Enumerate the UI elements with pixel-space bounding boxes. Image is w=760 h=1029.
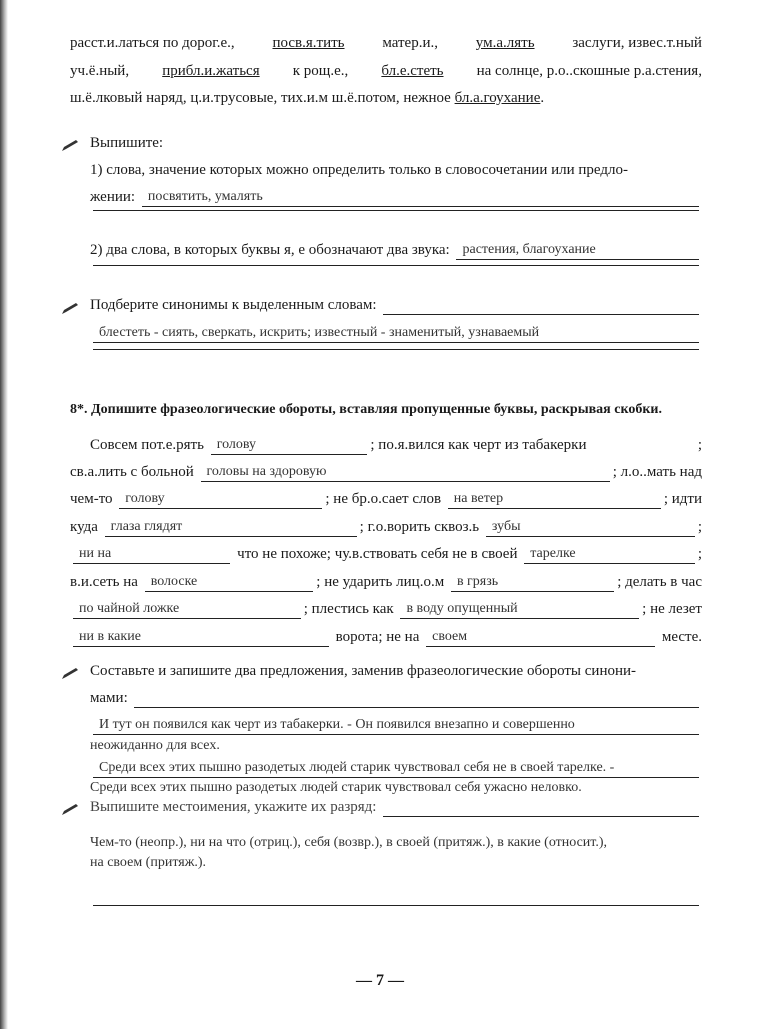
handwritten-answer: неожиданно для всех. xyxy=(90,738,220,753)
fill-in-line xyxy=(70,518,702,537)
printed-text: ; не ударить лиц.о.м xyxy=(316,574,448,590)
printed-text: ; по.я.вился как черт из табакерки xyxy=(370,437,587,453)
printed-text: уч.ё.ный, xyxy=(70,63,133,79)
fill-in-line xyxy=(90,436,702,455)
exercise-text-line xyxy=(70,89,702,108)
printed-text: ш.ё.лковый наряд, ц.и.трусовые, тих.и.м ш.ё.потом, нежное xyxy=(70,90,455,106)
highlighted-word: бл.а.гоухание xyxy=(454,90,541,106)
handwritten-answer: по чайной ложке xyxy=(73,600,301,619)
printed-text: 1) слова, значение которых можно определить только в словосочетании или предло- xyxy=(90,162,628,178)
handwritten-answer: ни в какие xyxy=(73,628,329,647)
printed-text: ; плестись как xyxy=(303,601,398,617)
printed-text: жении: xyxy=(90,189,139,205)
printed-text: Подберите синонимы к выделенным словам: xyxy=(90,297,381,313)
printed-text: что не похоже; чу.в.ствовать себя не в своей xyxy=(233,546,522,562)
handwritten-answer: Среди всех этих пышно разодетых людей старик чувствовал себя не в своей тарелке. - xyxy=(93,759,699,778)
printed-text: матер.и., xyxy=(378,35,442,51)
task-title xyxy=(90,296,702,315)
answer-line xyxy=(90,778,702,797)
exercise-text-line xyxy=(70,34,702,53)
printed-text: куда xyxy=(70,519,102,535)
pencil-icon xyxy=(60,139,80,153)
answer-blank xyxy=(383,314,699,315)
blank-line xyxy=(90,905,702,906)
handwritten-answer: в грязь xyxy=(451,573,614,592)
printed-text: в.и.сеть на xyxy=(70,574,142,590)
printed-text: на солнце, р.о..скошные р.а.стения, xyxy=(472,63,702,79)
printed-text: 8*. Допишите фразеологические обороты, вставляя пропущенные буквы, раскрывая скобки. xyxy=(70,402,662,417)
printed-text: ворота; не на xyxy=(331,629,424,645)
blank-line xyxy=(90,265,702,266)
printed-text: к рощ.е., xyxy=(288,63,352,79)
printed-text: ; делать в час xyxy=(617,574,702,590)
printed-text: св.а.лить с больной xyxy=(70,464,198,480)
printed-text: ; xyxy=(697,519,703,535)
task-title xyxy=(90,662,702,681)
answer-line xyxy=(90,833,702,852)
printed-text: ; xyxy=(697,437,703,453)
handwritten-answer: волоске xyxy=(145,573,314,592)
blank-line xyxy=(90,210,702,211)
handwritten-answer: Среди всех этих пышно разодетых людей старик чувствовал себя ужасно неловко. xyxy=(90,780,582,795)
task-title xyxy=(90,134,702,153)
answer-line xyxy=(90,736,702,755)
handwritten-answer: глаза глядят xyxy=(105,518,357,537)
printed-text: Совсем пот.е.рять xyxy=(90,437,208,453)
printed-text: месте. xyxy=(658,629,703,645)
pencil-icon xyxy=(60,667,80,681)
answer-blank xyxy=(93,905,699,906)
handwritten-answer: головы на здоровую xyxy=(201,463,610,482)
handwritten-answer: голову xyxy=(119,490,322,509)
printed-text: чем-то xyxy=(70,491,117,507)
answer-line xyxy=(90,324,702,343)
printed-text: ; не лезет xyxy=(642,601,702,617)
printed-text: 2) два слова, в которых буквы я, е обозначают два звука: xyxy=(90,242,454,258)
fill-in-line xyxy=(70,545,702,564)
printed-text: . xyxy=(540,90,545,106)
task-title xyxy=(90,798,702,817)
answer-line xyxy=(90,188,702,207)
highlighted-word: прибл.и.жаться xyxy=(162,63,260,79)
highlighted-word: ум.а.лять xyxy=(475,35,535,51)
printed-text: Выпишите: xyxy=(90,135,164,151)
fill-in-line xyxy=(70,600,702,619)
answer-line xyxy=(90,716,702,735)
handwritten-answer: растения, благоухание xyxy=(456,241,699,260)
printed-text: ; идти xyxy=(663,491,702,507)
handwritten-answer: на ветер xyxy=(448,490,661,509)
printed-text: Выпишите местоимения, укажите их разряд: xyxy=(90,799,381,815)
task-title xyxy=(90,689,702,708)
fill-in-line xyxy=(70,628,702,647)
handwritten-answer: в воду опущенный xyxy=(400,600,639,619)
handwritten-answer: блестеть - сиять, сверкать, искрить; известный - знаменитый, узнаваемый xyxy=(93,324,699,343)
pencil-icon xyxy=(60,302,80,316)
printed-text: мами: xyxy=(90,690,132,706)
printed-text: расст.и.латься по дорог.е., xyxy=(70,35,239,51)
handwritten-answer: тарелке xyxy=(524,545,695,564)
printed-text: заслуги, извес.т.ный xyxy=(568,35,702,51)
fill-in-line xyxy=(70,490,702,509)
printed-text: ; л.о..мать над xyxy=(612,464,702,480)
scan-edge xyxy=(0,0,8,1029)
printed-text: ; не бр.о.сает слов xyxy=(325,491,445,507)
fill-in-line xyxy=(70,463,702,482)
exercise-8-title xyxy=(70,400,702,419)
answer-blank xyxy=(93,265,699,266)
handwritten-answer: своем xyxy=(426,628,655,647)
blank-line xyxy=(90,349,702,350)
printed-text: Составьте и запишите два предложения, заменив фразеологические обороты синони- xyxy=(90,663,637,679)
handwritten-answer: посвятить, умалять xyxy=(142,188,699,207)
highlighted-word: посв.я.тить xyxy=(272,35,345,51)
handwritten-answer: зубы xyxy=(486,518,695,537)
handwritten-answer: Чем-то (неопр.), ни на что (отриц.), себя (возвр.), в своей (притяж.), в какие (относит.), xyxy=(90,835,608,850)
fill-in-line xyxy=(70,573,702,592)
handwritten-answer: ни на xyxy=(73,545,230,564)
printed-text: ; г.о.ворить сквоз.ь xyxy=(359,519,483,535)
printed-text: ; xyxy=(697,546,702,562)
answer-blank xyxy=(93,349,699,350)
handwritten-answer: на своем (притяж.). xyxy=(90,855,207,870)
answer-line xyxy=(90,759,702,778)
task-question xyxy=(90,161,702,180)
highlighted-word: бл.е.стеть xyxy=(381,63,444,79)
answer-line xyxy=(90,853,702,872)
handwritten-answer: голову xyxy=(211,436,368,455)
handwritten-answer: И тут он появился как черт из табакерки. - Он появился внезапно и совершенно xyxy=(93,716,699,735)
answer-blank xyxy=(383,816,699,817)
page-number: — 7 — xyxy=(356,972,404,989)
pencil-icon xyxy=(60,803,80,817)
answer-blank xyxy=(93,210,699,211)
exercise-text-line xyxy=(70,62,702,81)
answer-blank xyxy=(134,707,699,708)
answer-line xyxy=(90,241,702,260)
